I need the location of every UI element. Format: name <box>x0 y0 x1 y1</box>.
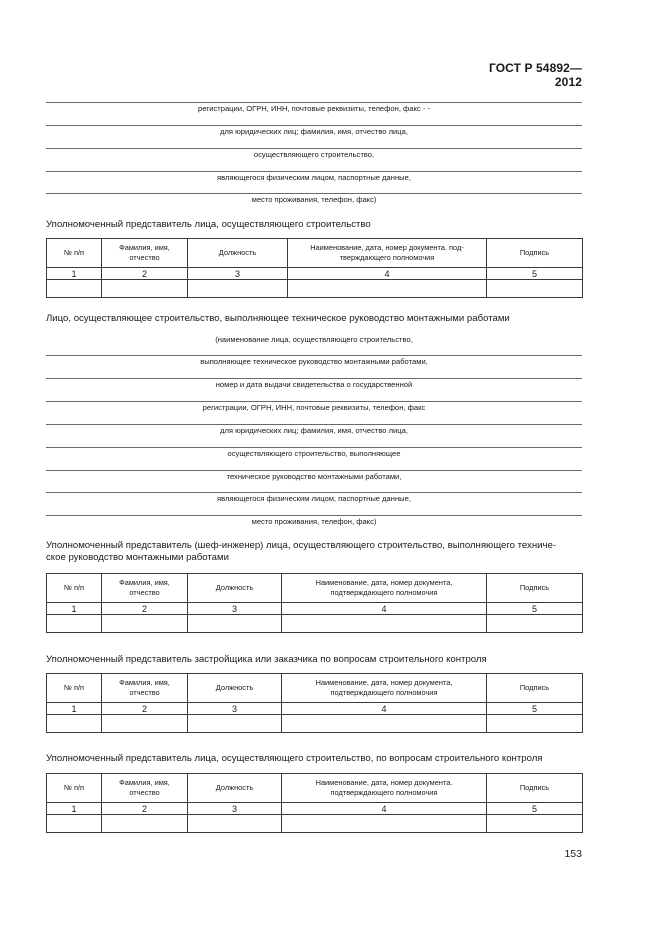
header-full-name: Фамилия, имя, отчество <box>102 574 188 603</box>
section-heading-line: ское руководство монтажными работами <box>46 552 229 563</box>
empty-cell[interactable] <box>282 615 487 633</box>
table-row <box>47 280 583 298</box>
column-index: 3 <box>188 803 282 815</box>
empty-cell[interactable] <box>47 815 102 833</box>
column-index: 5 <box>487 268 583 280</box>
column-index: 2 <box>102 703 188 715</box>
header-document: Наименование, дата, номер документа, подтверждающего полномочия <box>282 574 487 603</box>
field-caption: номер и дата выдачи свидетельства о государственной <box>215 380 413 389</box>
empty-cell[interactable] <box>487 815 583 833</box>
column-number-row <box>47 603 583 615</box>
page-number: 153 <box>564 848 582 860</box>
column-index: 4 <box>282 603 487 615</box>
column-index: 2 <box>102 803 188 815</box>
column-index: 2 <box>102 268 188 280</box>
section-heading: Лицо, осуществляющее строительство, выполняющее техническое руководство монтажными работами <box>46 313 510 324</box>
column-index: 5 <box>487 803 583 815</box>
column-number-row <box>47 703 583 715</box>
empty-cell[interactable] <box>47 280 102 298</box>
field-caption: выполняющее техническое руководство монтажными работами, <box>200 357 428 366</box>
header-document: Наименование, дата, номер документа. подтверждающего полномочия <box>282 774 487 803</box>
header-signature: Подпись <box>487 774 583 803</box>
column-index: 4 <box>288 268 487 280</box>
column-index: 1 <box>47 803 102 815</box>
field-caption: являющегося физическим лицом, паспортные данные, <box>217 494 411 503</box>
column-index: 5 <box>487 603 583 615</box>
field-caption: место проживания, телефон, факс) <box>251 517 377 526</box>
table-header-row <box>47 774 583 803</box>
section-heading <box>46 540 586 564</box>
header-document: Наименование, дата, номер документа. под-тверждающего полномочия <box>288 239 487 268</box>
field-caption: являющегося физическим лицом, паспортные данные, <box>217 173 411 182</box>
column-index: 1 <box>47 268 102 280</box>
header-full-name: Фамилия, имя, отчество <box>102 774 188 803</box>
document-code: ГОСТ Р 54892—2012 <box>488 61 582 89</box>
column-number-row <box>47 268 583 280</box>
column-index: 4 <box>282 703 487 715</box>
column-index: 1 <box>47 603 102 615</box>
table-row <box>47 815 583 833</box>
table-header-row <box>47 574 583 603</box>
header-position: Должность <box>188 239 288 268</box>
empty-cell[interactable] <box>188 615 282 633</box>
field-caption: регистрации, ОГРН, ИНН, почтовые реквизиты, телефон, факс - - <box>197 104 430 113</box>
header-signature: Подпись <box>487 574 583 603</box>
empty-cell[interactable] <box>188 715 282 733</box>
field-caption: регистрации, ОГРН, ИНН, почтовые реквизиты, телефон, факс <box>202 403 426 412</box>
column-index: 3 <box>188 268 288 280</box>
form-line[interactable] <box>46 447 582 448</box>
empty-cell[interactable] <box>102 815 188 833</box>
field-caption: для юридических лиц; фамилия, имя, отчество лица, <box>220 127 408 136</box>
form-line[interactable] <box>46 424 582 425</box>
field-caption: (наименование лица, осуществляющего строительство, <box>215 335 413 344</box>
column-index: 3 <box>188 603 282 615</box>
field-caption: осуществляющего строительство, <box>253 150 375 159</box>
section-heading-line: Уполномоченный представитель (шеф-инженер) лица, осуществляющего строительство, выполняющего техниче- <box>46 540 557 551</box>
field-caption: осуществляющего строительство, выполняющее <box>227 449 401 458</box>
form-line[interactable] <box>46 148 582 149</box>
form-line[interactable] <box>46 355 582 356</box>
column-number-row <box>47 803 583 815</box>
table-row <box>47 715 583 733</box>
form-line[interactable] <box>46 378 582 379</box>
representative-table <box>46 773 583 833</box>
header-number: № п/п <box>47 239 102 268</box>
table-row <box>47 615 583 633</box>
table-header-row <box>47 674 583 703</box>
header-position: Должность <box>188 674 282 703</box>
header-number: № п/п <box>47 674 102 703</box>
form-line[interactable] <box>46 492 582 493</box>
form-line[interactable] <box>46 193 582 194</box>
empty-cell[interactable] <box>188 280 288 298</box>
table-header-row <box>47 239 583 268</box>
column-index: 1 <box>47 703 102 715</box>
empty-cell[interactable] <box>487 715 583 733</box>
empty-cell[interactable] <box>282 815 487 833</box>
header-number: № п/п <box>47 774 102 803</box>
field-caption: место проживания, телефон, факс) <box>251 195 377 204</box>
header-signature: Подпись <box>487 239 583 268</box>
form-line[interactable] <box>46 102 582 103</box>
column-index: 5 <box>487 703 583 715</box>
header-full-name: Фамилия, имя, отчество <box>102 674 188 703</box>
empty-cell[interactable] <box>102 615 188 633</box>
form-line[interactable] <box>46 401 582 402</box>
section-heading: Уполномоченный представитель лица, осуществляющего строительство, по вопросам строительного контроля <box>46 753 543 764</box>
field-caption: техническое руководство монтажными работами, <box>226 472 402 481</box>
section-heading: Уполномоченный представитель лица, осуществляющего строительство <box>46 219 371 230</box>
column-index: 4 <box>282 803 487 815</box>
empty-cell[interactable] <box>487 280 583 298</box>
form-line[interactable] <box>46 470 582 471</box>
header-position: Должность <box>188 774 282 803</box>
empty-cell[interactable] <box>282 715 487 733</box>
column-index: 2 <box>102 603 188 615</box>
empty-cell[interactable] <box>487 615 583 633</box>
header-number: № п/п <box>47 574 102 603</box>
empty-cell[interactable] <box>102 715 188 733</box>
section-heading: Уполномоченный представитель застройщика или заказчика по вопросам строительного контроля <box>46 654 487 665</box>
column-index: 3 <box>188 703 282 715</box>
header-full-name: Фамилия, имя, отчество <box>102 239 188 268</box>
header-document: Наименование, дата, номер документа, подтверждающего полномочия <box>282 674 487 703</box>
form-line[interactable] <box>46 515 582 516</box>
field-caption: для юридических лиц; фамилия, имя, отчество лица, <box>220 426 408 435</box>
empty-cell[interactable] <box>102 280 188 298</box>
form-line[interactable] <box>46 125 582 126</box>
empty-cell[interactable] <box>288 280 487 298</box>
representative-table <box>46 238 583 298</box>
empty-cell[interactable] <box>47 615 102 633</box>
representative-table <box>46 573 583 633</box>
empty-cell[interactable] <box>47 715 102 733</box>
empty-cell[interactable] <box>188 815 282 833</box>
header-signature: Подпись <box>487 674 583 703</box>
form-line[interactable] <box>46 171 582 172</box>
header-position: Должность <box>188 574 282 603</box>
representative-table <box>46 673 583 733</box>
